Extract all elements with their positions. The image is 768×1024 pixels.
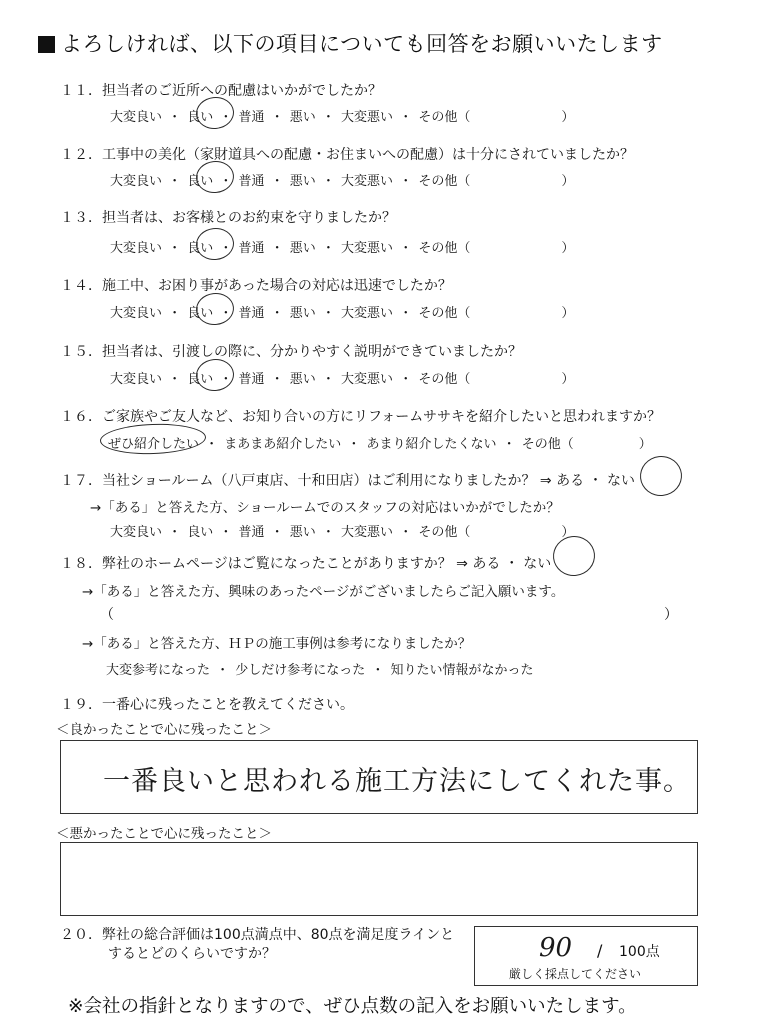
answer-circle [194, 95, 235, 131]
question-13-options[interactable]: 大変良い ・ 良い ・ 普通 ・ 悪い ・ 大変悪い ・ その他（ ） [110, 241, 575, 256]
page-title [38, 28, 663, 58]
question-19: １９．一番心に残ったことを教えてください。 [60, 697, 354, 713]
question-18-options[interactable]: 大変参考になった ・ 少しだけ参考になった ・ 知りたい情報がなかった [106, 663, 534, 678]
square-bullet-icon [38, 36, 55, 53]
question-16: １６．ご家族やご友人など、お知り合いの方にリフォームササキを紹介したいと思われますか？ [60, 409, 662, 425]
question-18-followup-2: →「ある」と答えた方、ＨＰの施工事例は参考になりましたか？ [82, 636, 472, 652]
question-20-line-2: するとどのくらいですか？ [108, 946, 276, 962]
question-15-options[interactable]: 大変良い ・ 良い ・ 普通 ・ 悪い ・ 大変悪い ・ その他（ ） [110, 372, 575, 387]
question-11-options[interactable]: 大変良い ・ 良い ・ 普通 ・ 悪い ・ 大変悪い ・ その他（ ） [110, 110, 575, 125]
good-memory-label: ＜良かったことで心に残ったこと＞ [56, 722, 272, 738]
question-14: １４．施工中、お困り事があった場合の対応は迅速でしたか？ [60, 278, 452, 294]
question-12-options[interactable]: 大変良い ・ 良い ・ 普通 ・ 悪い ・ 大変悪い ・ その他（ ） [110, 174, 575, 189]
page-title-text: よろしければ、以下の項目についても回答をお願いいたします [61, 32, 663, 56]
answer-circle [638, 454, 684, 498]
question-18: １８．弊社のホームページはご覧になったことがありますか？ ⇒ ある ・ ない [60, 556, 552, 572]
question-18-followup-1: →「ある」と答えた方、興味のあったページがございましたらご記入願います。 [82, 584, 565, 600]
question-15: １５．担当者は、引渡しの際に、分かりやすく説明ができていましたか？ [60, 344, 522, 360]
paren-close: ） [664, 607, 678, 623]
question-11: １１．担当者のご近所への配慮はいかがでしたか？ [60, 83, 382, 99]
good-memory-answer-box[interactable] [60, 740, 698, 814]
question-16-options[interactable]: ぜひ紹介したい ・ まあまあ紹介したい ・ あまり紹介したくない ・ その他（ ） [108, 437, 652, 452]
question-17: １７．当社ショールーム（八戸東店、十和田店）はご利用になりましたか？ ⇒ ある ・ ない [60, 473, 635, 489]
score-box[interactable] [474, 926, 698, 986]
score-slash: / [597, 941, 603, 960]
answer-circle [194, 291, 235, 327]
question-20-line-1: ２０．弊社の総合評価は100点満点中、80点を満足度ラインと [60, 927, 455, 943]
answer-circle [194, 226, 235, 262]
question-13: １３．担当者は、お客様とのお約束を守りましたか？ [60, 210, 396, 226]
paren-open: （ [100, 607, 114, 623]
question-14-options[interactable]: 大変良い ・ 良い ・ 普通 ・ 悪い ・ 大変悪い ・ その他（ ） [110, 306, 575, 321]
score-max: 100点 [619, 944, 660, 960]
good-memory-answer: 一番良いと思われる施工方法にしてくれた事。 [103, 766, 691, 797]
question-17-followup: →「ある」と答えた方、ショールームでのスタッフの対応はいかがでしたか？ [90, 500, 560, 516]
question-12: １２．工事中の美化（家財道具への配慮・お住まいへの配慮）は十分にされていましたか？ [60, 147, 634, 163]
footer-note: ※会社の指針となりますので、ぜひ点数の記入をお願いいたします。 [68, 996, 637, 1017]
bad-memory-label: ＜悪かったことで心に残ったこと＞ [56, 826, 272, 842]
answer-circle [194, 159, 235, 195]
question-17-options[interactable]: 大変良い ・ 良い ・ 普通 ・ 悪い ・ 大変悪い ・ その他（ ） [110, 525, 575, 540]
score-note: 厳しく採点してください [509, 967, 642, 981]
answer-circle [551, 534, 597, 578]
answer-circle [194, 357, 235, 393]
score-value: 90 [539, 933, 573, 963]
bad-memory-answer-box[interactable] [60, 842, 698, 916]
